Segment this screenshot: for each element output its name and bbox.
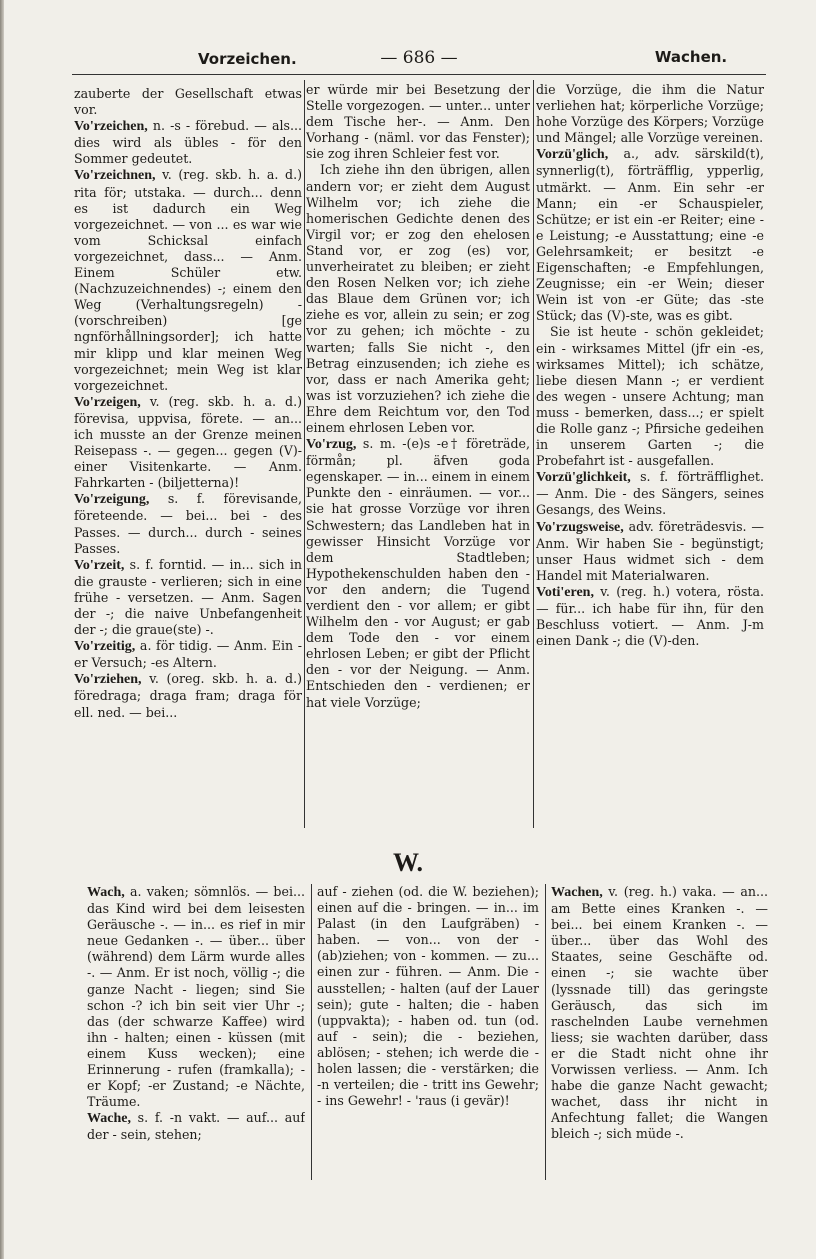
entry-body: s. f. forntid. — in... sich in die grauste - verlieren; sich in eine frühe - versetzen. — Anm. Sagen der -; die naive Unbefangenheit der -; die graue(ste) -. xyxy=(74,556,302,638)
headword: Vo'rzeichnen, xyxy=(74,168,156,184)
entry-text: die Vorzüge, die ihm die Natur verliehen hat; körperliche Vorzüge; hohe Vorzüge des Körpers; Vorzüge und Mängel; alle Vorzüge vereinen. xyxy=(536,82,764,146)
headword: Vo'rzeichen, xyxy=(74,119,148,135)
dictionary-entry xyxy=(74,491,302,556)
entry-body: a. för tidig. — Anm. Ein -er Versuch; -es Altern. xyxy=(74,638,302,671)
entry-text: Sie ist heute - schön gekleidet; ein - wirksames Mittel (jfr ein -es, wirksames Mittel); ich schätze, liebe diesen Mann -; er verdient des wegen - unsere Achtung; man muss - bemerken, dass...; er spielt die Rolle ganz -; Pfirsiche gedeihen in unserem Garten -; die Probefahrt ist - ausgefallen. xyxy=(536,324,764,469)
column-divider xyxy=(311,884,312,1180)
headword: Vo'rzeitig, xyxy=(74,639,136,655)
headword: Vo'rzeit, xyxy=(74,557,125,573)
top-column-2 xyxy=(306,82,530,822)
column-divider xyxy=(304,80,305,828)
entry-body: a. vaken; sömnlös. — bei... das Kind wird bei dem leisesten Geräusche -. — in... es rief in mir neue Gedanken -. — über... über (während) dem Lärm wurde alles -. — Anm. Er ist noch, völlig -; die ganze Nacht - liegen; sind Sie schon -? ich bin seit vier Uhr -; das (der schwarze Kaffee) wird ihn - halten; einen - küssen (mit einem Kuss wecken); eine Erinnerung - rufen (framkalla); -er Kopf; -er Zustand; -e Nächte, Träume. xyxy=(87,884,305,1110)
running-head-left: Vorzeichen. xyxy=(198,50,297,68)
entry-text: auf - ziehen (od. die W. beziehen); einen auf die - bringen. — in... im Palast (in den Laufgräben) - haben. — von... von der - (ab)ziehen; von - kommen. — zu... einen zur - führen. — Anm. Die - ausstellen; - halten (auf der Lauer sein); gute - halten; die - haben (uppvakta); - haben od. tun (od. auf - sein); die - beziehen, ablösen; - stehen; ich werde die - holen lassen; die - verstärken; die -n verteilen; die - tritt ins Gewehr; - ins Gewehr! - 'raus (i gevär)! xyxy=(317,884,539,1109)
section-letter: W. xyxy=(392,848,424,877)
bottom-column-1 xyxy=(87,884,305,1184)
dictionary-entry xyxy=(87,1110,305,1143)
dictionary-entry xyxy=(74,118,302,167)
entry-body: v. (reg. h.) vaka. — an... am Bette eines Kranken -. — bei... bei einem Kranken -. — über... über das Wohl des Staates, seine Geschäfte od. einen -; sie wachte über (lyssnade till) das geringste Geräusch, das sich im raschelnden Laube vernehmen liess; sie wachten darüber, dass er die Stadt nicht ohne ihr Vorwissen verliess. — Anm. Ich habe die ganze Nacht gewacht; wachet, dass ihr nicht in Anfechtung fallet; die Wangen bleich -; sich müde -. xyxy=(551,884,768,1142)
bottom-column-2 xyxy=(317,884,539,1184)
entry-body: s. f. -n vakt. — auf... auf der - sein, stehen; xyxy=(87,1110,305,1143)
dictionary-entry xyxy=(551,884,768,1143)
dictionary-entry xyxy=(74,671,302,720)
headword: Vorzü'glich, xyxy=(536,147,609,163)
dictionary-entry xyxy=(536,519,764,584)
top-column-3 xyxy=(536,82,764,822)
dictionary-entry xyxy=(74,638,302,671)
entry-body: s. m. -(e)s -e† företräde, förmån; pl. äfven goda egenskaper. — in... einem in einem Punkte den - einräumen. — vor... sie hat grosse Vorzüge vor ihren Schwestern; das Landleben hat in gewisser Hinsicht Vorzüge vor dem Stadtleben; Hypothekenschulden haben den - vor den andern; die Tugend verdient den - vor allem; er gibt Wilhelm den - vor August; er gab dem Tode den - vor einem ehrlosen Leben; er gibt der Pflicht den - vor der Neigung. — Anm. Entschieden den - verdienen; er hat viele Vorzüge; xyxy=(306,436,530,710)
entry-text: er würde mir bei Besetzung der Stelle vorgezogen. — unter... unter dem Tische her-. — Anm. Den Vorhang - (näml. vor das Fenster); sie zog ihren Schleier fest vor. xyxy=(306,82,530,162)
entry-body: s. f. förevisande, företeende. — bei... bei - des Passes. — durch... durch - seines Passes. xyxy=(74,491,302,556)
entry-body: v. (reg. skb. h. a. d.) rita för; utstaka. — durch... denn es ist dadurch ein Weg vorgezeichnet. — von ... es war wie vom Schicksal einfach vorgezeichnet, dass... — Anm. Einem Schüler etw. (Nachzuzeichnendes) -; einem den Weg (Verhaltungsregeln) - (vorschreiben) [ge ngnförhållningsorder]; ich hatte mir klipp und klar meinen Weg vorgezeichnet; mein Weg ist klar vorgezeichnet. xyxy=(74,167,302,393)
dictionary-entry xyxy=(87,884,305,1110)
dictionary-entry xyxy=(536,584,764,649)
headword: Wache, xyxy=(87,1111,131,1127)
headword: Voti'eren, xyxy=(536,584,594,600)
column-divider xyxy=(533,80,534,828)
dictionary-entry xyxy=(306,436,530,711)
dictionary-entry xyxy=(74,557,302,638)
entry-body: v. (reg. skb. h. a. d.) förevisa, uppvisa, förete. — an... ich musste an der Grenze meinen Reisepass -. — gegen... gegen (V)-einer Visitenkarte. — Anm. Fahrkarten - (biljetterna)! xyxy=(74,393,302,491)
entry-body: s. f. förträfflighet. — Anm. Die - des Sängers, seines Gesangs, des Weins. xyxy=(536,469,764,518)
page-header xyxy=(72,40,766,72)
dictionary-entry xyxy=(536,146,764,324)
entry-text: zauberte der Gesellschaft etwas vor. xyxy=(74,86,302,118)
headword: Vo'rzeigung, xyxy=(74,492,150,508)
headword: Vo'rziehen, xyxy=(74,672,142,688)
dictionary-entry xyxy=(74,167,302,393)
entry-body: adv. företrädesvis. — Anm. Wir haben Sie - begünstigt; unser Haus widmet sich - dem Handel mit Materialwaren. xyxy=(536,518,764,583)
page-edge xyxy=(0,0,4,1259)
headword: Vorzü'glichkeit, xyxy=(536,470,631,486)
dictionary-entry xyxy=(536,469,764,518)
headword: Wach, xyxy=(87,885,125,900)
entry-body: n. -s - förebud. — als... dies wird als übles - för den Sommer gedeutet. xyxy=(74,118,302,167)
bottom-column-3 xyxy=(551,884,768,1184)
entry-body: v. (reg. h.) votera, rösta. — für... ich habe für ihn, für den Beschluss votiert. — Anm. J-m einen Dank -; die (V)-den. xyxy=(536,583,764,649)
headword: Vo'rzugsweise, xyxy=(536,519,624,535)
running-head-right: Wachen. xyxy=(654,48,728,66)
page-number: — 686 — xyxy=(380,48,458,68)
entry-text: Ich ziehe ihn den übrigen, allen andern vor; er zieht dem August Wilhelm vor; ich ziehe die homerischen Gedichte denen des Virgil vor; er zog den ehelosen Stand vor, er zog (es) vor, unverheiratet zu bleiben; er zieht den Rosen Nelken vor; ich ziehe das Blaue dem Grünen vor; ich ziehe es vor, allein zu sein; er zog vor zu gehen; ich möchte - zu warten; falls Sie nicht -, den Betrag einzusenden; ich ziehe es vor, dass er nach Amerika geht; was ist vorzuziehen? ich ziehe die Ehre dem Reichtum vor, den Tod einem ehrlosen Leben vor. xyxy=(306,162,530,435)
headword: Wachen, xyxy=(551,885,603,900)
column-divider xyxy=(545,884,546,1180)
entry-body: v. (oreg. skb. h. a. d.) föredraga; draga fram; draga för ell. ned. — bei... xyxy=(74,671,302,720)
headword: Vo'rzug, xyxy=(306,437,357,453)
header-rule xyxy=(72,74,766,75)
top-column-1 xyxy=(74,86,302,826)
headword: Vo'rzeigen, xyxy=(74,394,141,410)
dictionary-entry xyxy=(74,394,302,492)
entry-body: a., adv. särskild(t), synnerlig(t), förträfflig, ypperlig, utmärkt. — Anm. Ein sehr -er Mann; ein -er Schauspieler, Schütze; er ist ein -er Reiter; eine -e Leistung; -e Ausstattung; eine -e Gelehrsamkeit; er besitzt -e Eigenschaften; -e Empfehlungen, Zeugnisse; ein -er Wein; dieser Wein ist von -er Güte; das -ste Stück; das (V)-ste, was es gibt. xyxy=(536,146,764,324)
